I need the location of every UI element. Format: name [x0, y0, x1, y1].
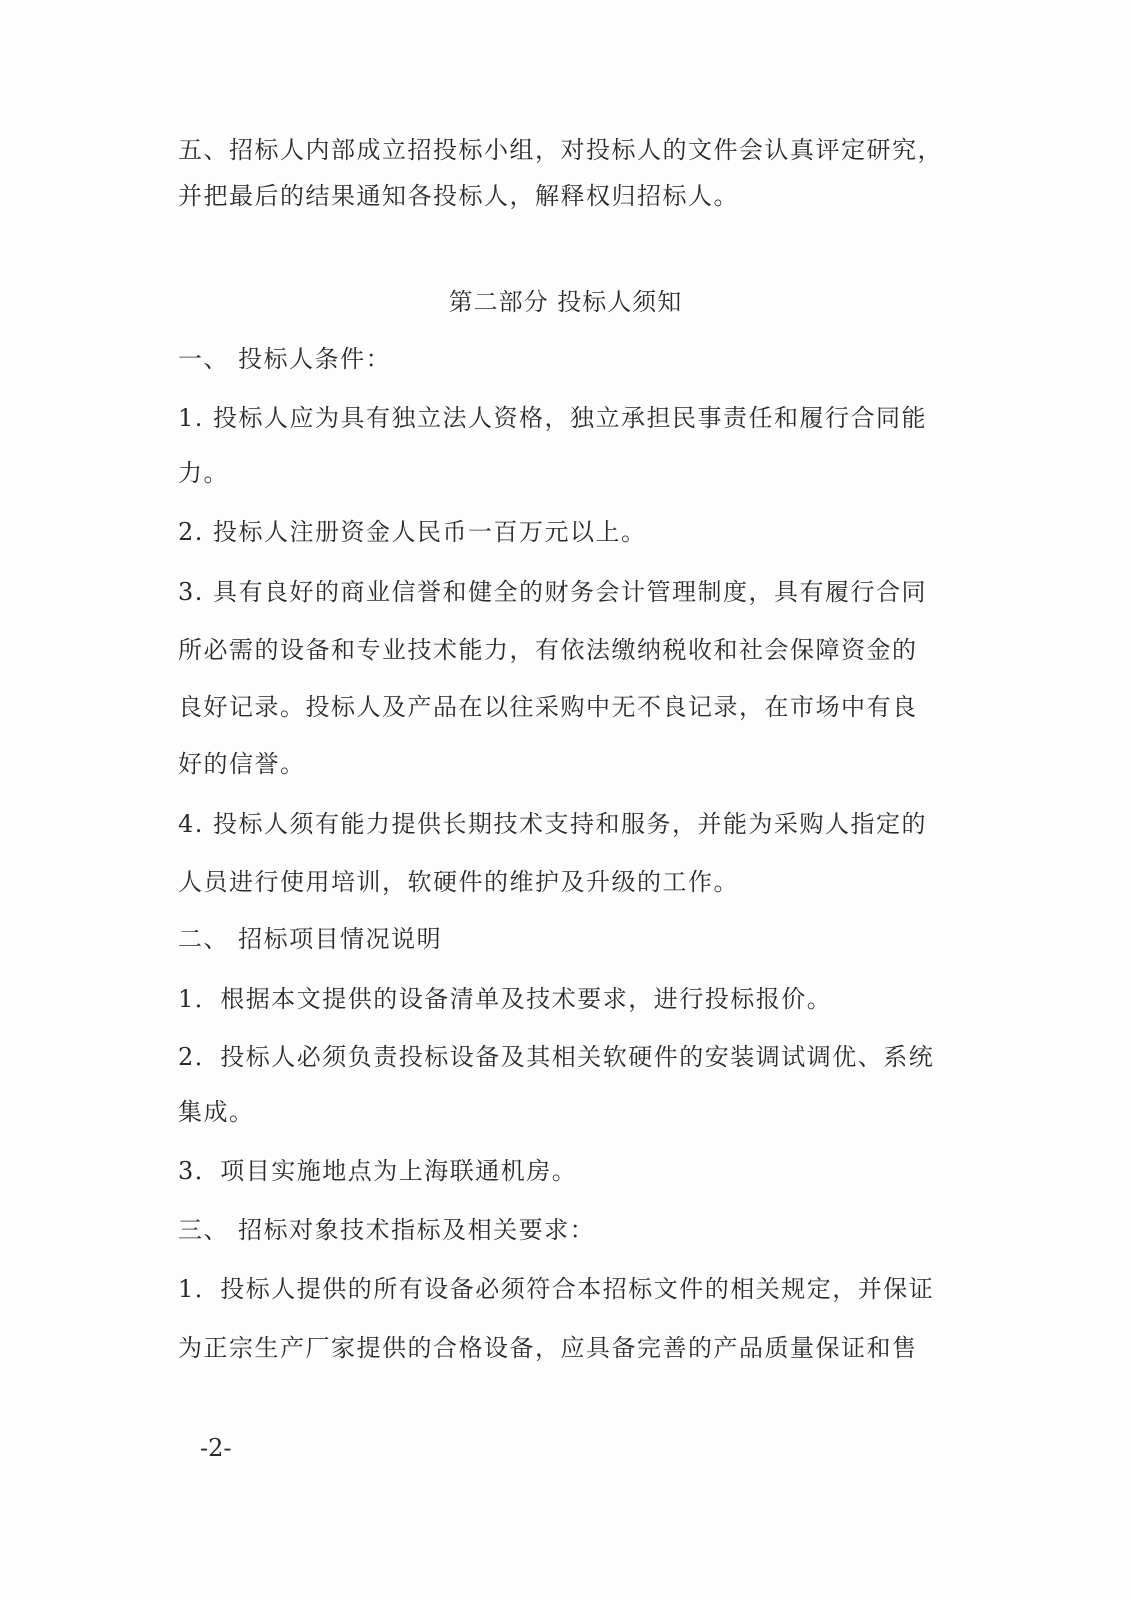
section-1-item-3-line-4: 好的信誉。	[178, 750, 306, 778]
section-1-item-1-line-1: 1. 投标人应为具有独立法人资格，独立承担民事责任和履行合同能	[178, 404, 928, 432]
section-1-item-3-line-2: 所必需的设备和专业技术能力，有依法缴纳税收和社会保障资金的	[178, 636, 918, 664]
page-number: -2-	[200, 1434, 232, 1462]
paragraph-5-line-1: 五、招标人内部成立招投标小组，对投标人的文件会认真评定研究，	[178, 136, 943, 164]
section-1-item-3-line-3: 良好记录。投标人及产品在以往采购中无不良记录，在市场中有良	[178, 693, 918, 721]
section-2-item-1: 1．根据本文提供的设备清单及技术要求，进行投标报价。	[178, 985, 833, 1013]
part-2-title: 第二部分 投标人须知	[448, 288, 683, 316]
section-1-heading: 一、 投标人条件：	[178, 345, 392, 373]
section-3-item-1-line-2: 为正宗生产厂家提供的合格设备，应具备完善的产品质量保证和售	[178, 1334, 918, 1362]
section-1-item-3-line-1: 3. 具有良好的商业信誉和健全的财务会计管理制度，具有履行合同	[178, 578, 928, 606]
section-1-item-4-line-1: 4. 投标人须有能力提供长期技术支持和服务，并能为采购人指定的	[178, 810, 928, 838]
section-1-item-1-line-2: 力。	[178, 459, 229, 487]
section-3-heading: 三、 招标对象技术指标及相关要求：	[178, 1216, 596, 1244]
section-1-item-4-line-2: 人员进行使用培训，软硬件的维护及升级的工作。	[178, 868, 739, 896]
section-2-item-2-line-2: 集成。	[178, 1098, 255, 1126]
section-1-item-2: 2. 投标人注册资金人民币一百万元以上。	[178, 518, 647, 546]
section-3-item-1-line-1: 1．投标人提供的所有设备必须符合本招标文件的相关规定，并保证	[178, 1275, 935, 1303]
section-2-item-2-line-1: 2．投标人必须负责投标设备及其相关软硬件的安装调试调优、系统	[178, 1043, 935, 1071]
section-2-heading: 二、 招标项目情况说明	[178, 925, 443, 953]
paragraph-5-line-2: 并把最后的结果通知各投标人，解释权归招标人。	[178, 182, 739, 210]
section-2-item-3: 3．项目实施地点为上海联通机房。	[178, 1157, 578, 1185]
